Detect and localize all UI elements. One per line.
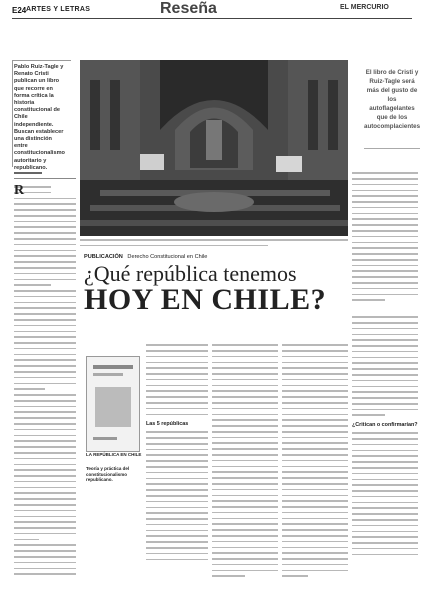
- column-1-text: [14, 184, 76, 594]
- kicker-subtitle: Derecho Constitucional en Chile: [127, 254, 208, 260]
- book-cover-image: [86, 356, 140, 452]
- column-right-upper-text: [352, 168, 418, 308]
- column-2-text: [146, 340, 208, 594]
- pullquote: El libro de Cristi y Ruiz-Tagle será más del gusto de los autoflagelantes que de los autocomplacientes: [364, 69, 421, 130]
- kicker-label: PUBLICACIÓN: [84, 254, 123, 260]
- column-3-text: [212, 340, 278, 594]
- headline-line-1: ¿Qué república tenemos: [84, 261, 297, 286]
- subhead-cinco-republicas: Las 5 repúblicas: [146, 421, 189, 428]
- column-5-text: [352, 312, 418, 594]
- book-info: Teoría y práctica del constitucionalismo republicano.: [86, 466, 130, 482]
- section-name: ARTES Y LETRAS: [26, 6, 91, 13]
- section-tag: Reseña: [160, 0, 217, 17]
- chamber-photo: [80, 60, 348, 236]
- page-number: E24: [12, 6, 27, 15]
- column-4-text: [282, 340, 348, 594]
- intro-text: Pablo Ruiz-Tagle y Renato Cristi publican un libro que recorre en forma crítica la historia constitucional de Chile independiente. Buscan establecer una distinción entre constitucionalismo autoritario y republicano.: [14, 64, 65, 171]
- newspaper-name: EL MERCURIO: [340, 4, 389, 11]
- header-rule: [12, 18, 412, 19]
- subhead-critican: ¿Critican o confirmarían?: [352, 422, 418, 429]
- article-photo: [80, 60, 348, 236]
- kicker: [84, 254, 207, 260]
- byline-label: [14, 172, 74, 174]
- byline-rule: [14, 178, 76, 179]
- headline-line-2: HOY EN CHILE?: [84, 283, 327, 316]
- pullquote-rule: [364, 148, 420, 149]
- book-cover-art: [87, 357, 139, 451]
- book-title: LA REPÚBLICA EN CHILE: [86, 452, 142, 457]
- photo-caption: [80, 238, 348, 246]
- dropcap: R: [14, 184, 25, 198]
